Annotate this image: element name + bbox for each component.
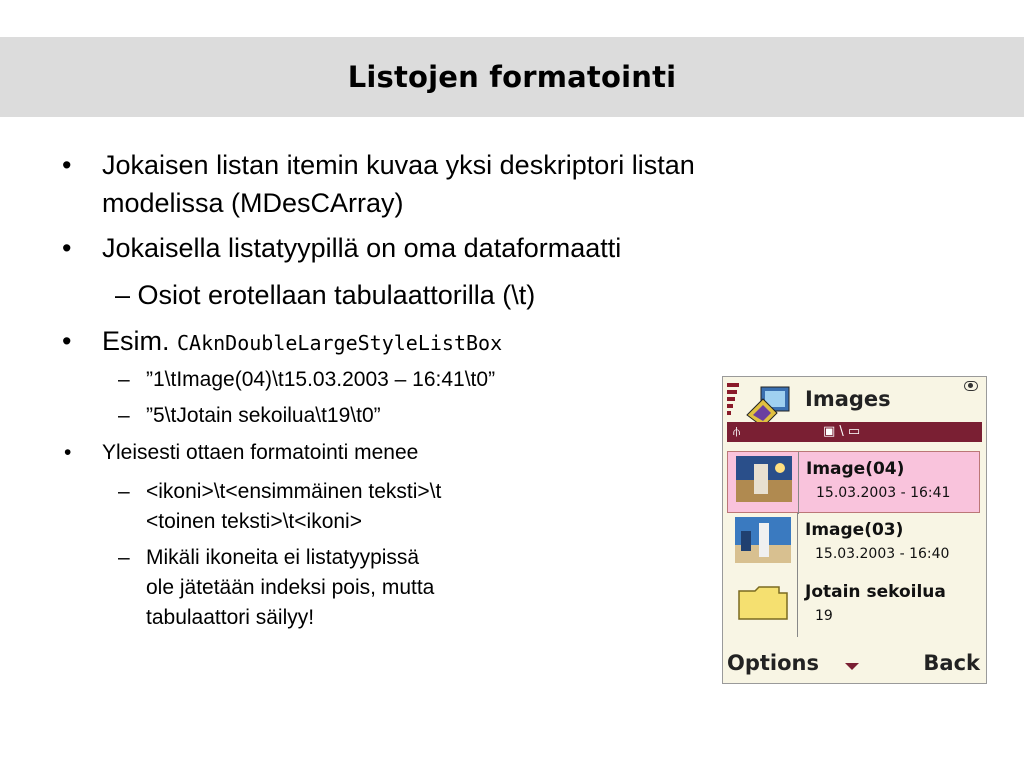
bullet-marker: •: [62, 326, 72, 356]
list-divider: [797, 513, 798, 575]
bullet-text: [102, 322, 502, 362]
list-item-title: Jotain sekoilua: [805, 582, 946, 602]
list-item[interactable]: [727, 451, 980, 513]
list-item[interactable]: [727, 513, 980, 575]
bullet-text: modelissa (MDesCArray): [102, 188, 404, 218]
phone-softkeys: [723, 649, 986, 679]
sub-bullet-text: ”1\tImage(04)\t15.03.2003 – 16:41\t0”: [146, 368, 496, 391]
slide-title: Listojen formatointi: [347, 60, 677, 94]
bullet-marker: •: [62, 150, 72, 180]
phone-list: [727, 451, 980, 637]
signal-strength-icon: [727, 383, 739, 418]
bullet-text: Yleisesti ottaen formatointi menee: [102, 441, 419, 464]
back-softkey[interactable]: Back: [923, 651, 980, 675]
image-thumbnail-icon: [735, 517, 791, 563]
sub-bullet-text: – Osiot erotellaan tabulaattorilla (\t): [115, 280, 536, 310]
phone-screenshot: [722, 376, 987, 684]
example-code: CAknDoubleLargeStyleListBox: [177, 331, 503, 355]
example-label: Esim.: [102, 326, 170, 356]
dash-marker: –: [118, 404, 130, 427]
sub-bullet-text: <ikoni>\t<ensimmäinen teksti>\t: [146, 480, 442, 503]
list-divider: [797, 575, 798, 637]
sub-bullet-text: tabulaattori säilyy!: [146, 606, 315, 629]
dash-marker: –: [118, 546, 130, 569]
status-indicator-icon: [964, 381, 978, 391]
list-item-subtitle: 15.03.2003 - 16:41: [816, 485, 951, 501]
bullet-marker: •: [64, 441, 72, 464]
image-thumbnail-icon: [736, 456, 792, 502]
list-divider: [798, 452, 799, 514]
scroll-down-arrow-icon: [845, 663, 859, 670]
options-softkey[interactable]: Options: [727, 651, 819, 675]
list-item-title: Image(03): [805, 520, 904, 540]
sub-bullet-text: ole jätetään indeksi pois, mutta: [146, 576, 435, 599]
sub-bullet-text: Mikäli ikoneita ei listatyypissä: [146, 546, 420, 569]
sub-bullet-text: <toinen teksti>\t<ikoni>: [146, 510, 362, 533]
phone-app-title: Images: [805, 387, 891, 411]
folder-icon: [735, 579, 791, 625]
list-item-title: Image(04): [806, 459, 905, 479]
antenna-icon: ⫛: [733, 424, 741, 438]
navigation-path: ▣ \ ▭: [823, 424, 861, 439]
dash-marker: –: [118, 480, 130, 503]
dash-marker: –: [118, 368, 130, 391]
bullet-text: Jokaisella listatyypillä on oma dataformaatti: [102, 233, 622, 263]
bullet-text: Jokaisen listan itemin kuvaa yksi deskriptori listan: [102, 150, 695, 180]
bullet-marker: •: [62, 233, 72, 263]
list-item[interactable]: [727, 575, 980, 637]
phone-navigation-bar: [727, 422, 982, 442]
list-item-subtitle: 19: [815, 608, 833, 624]
list-item-subtitle: 15.03.2003 - 16:40: [815, 546, 950, 562]
sub-bullet-text: ”5\tJotain sekoilua\t19\t0”: [146, 404, 381, 427]
